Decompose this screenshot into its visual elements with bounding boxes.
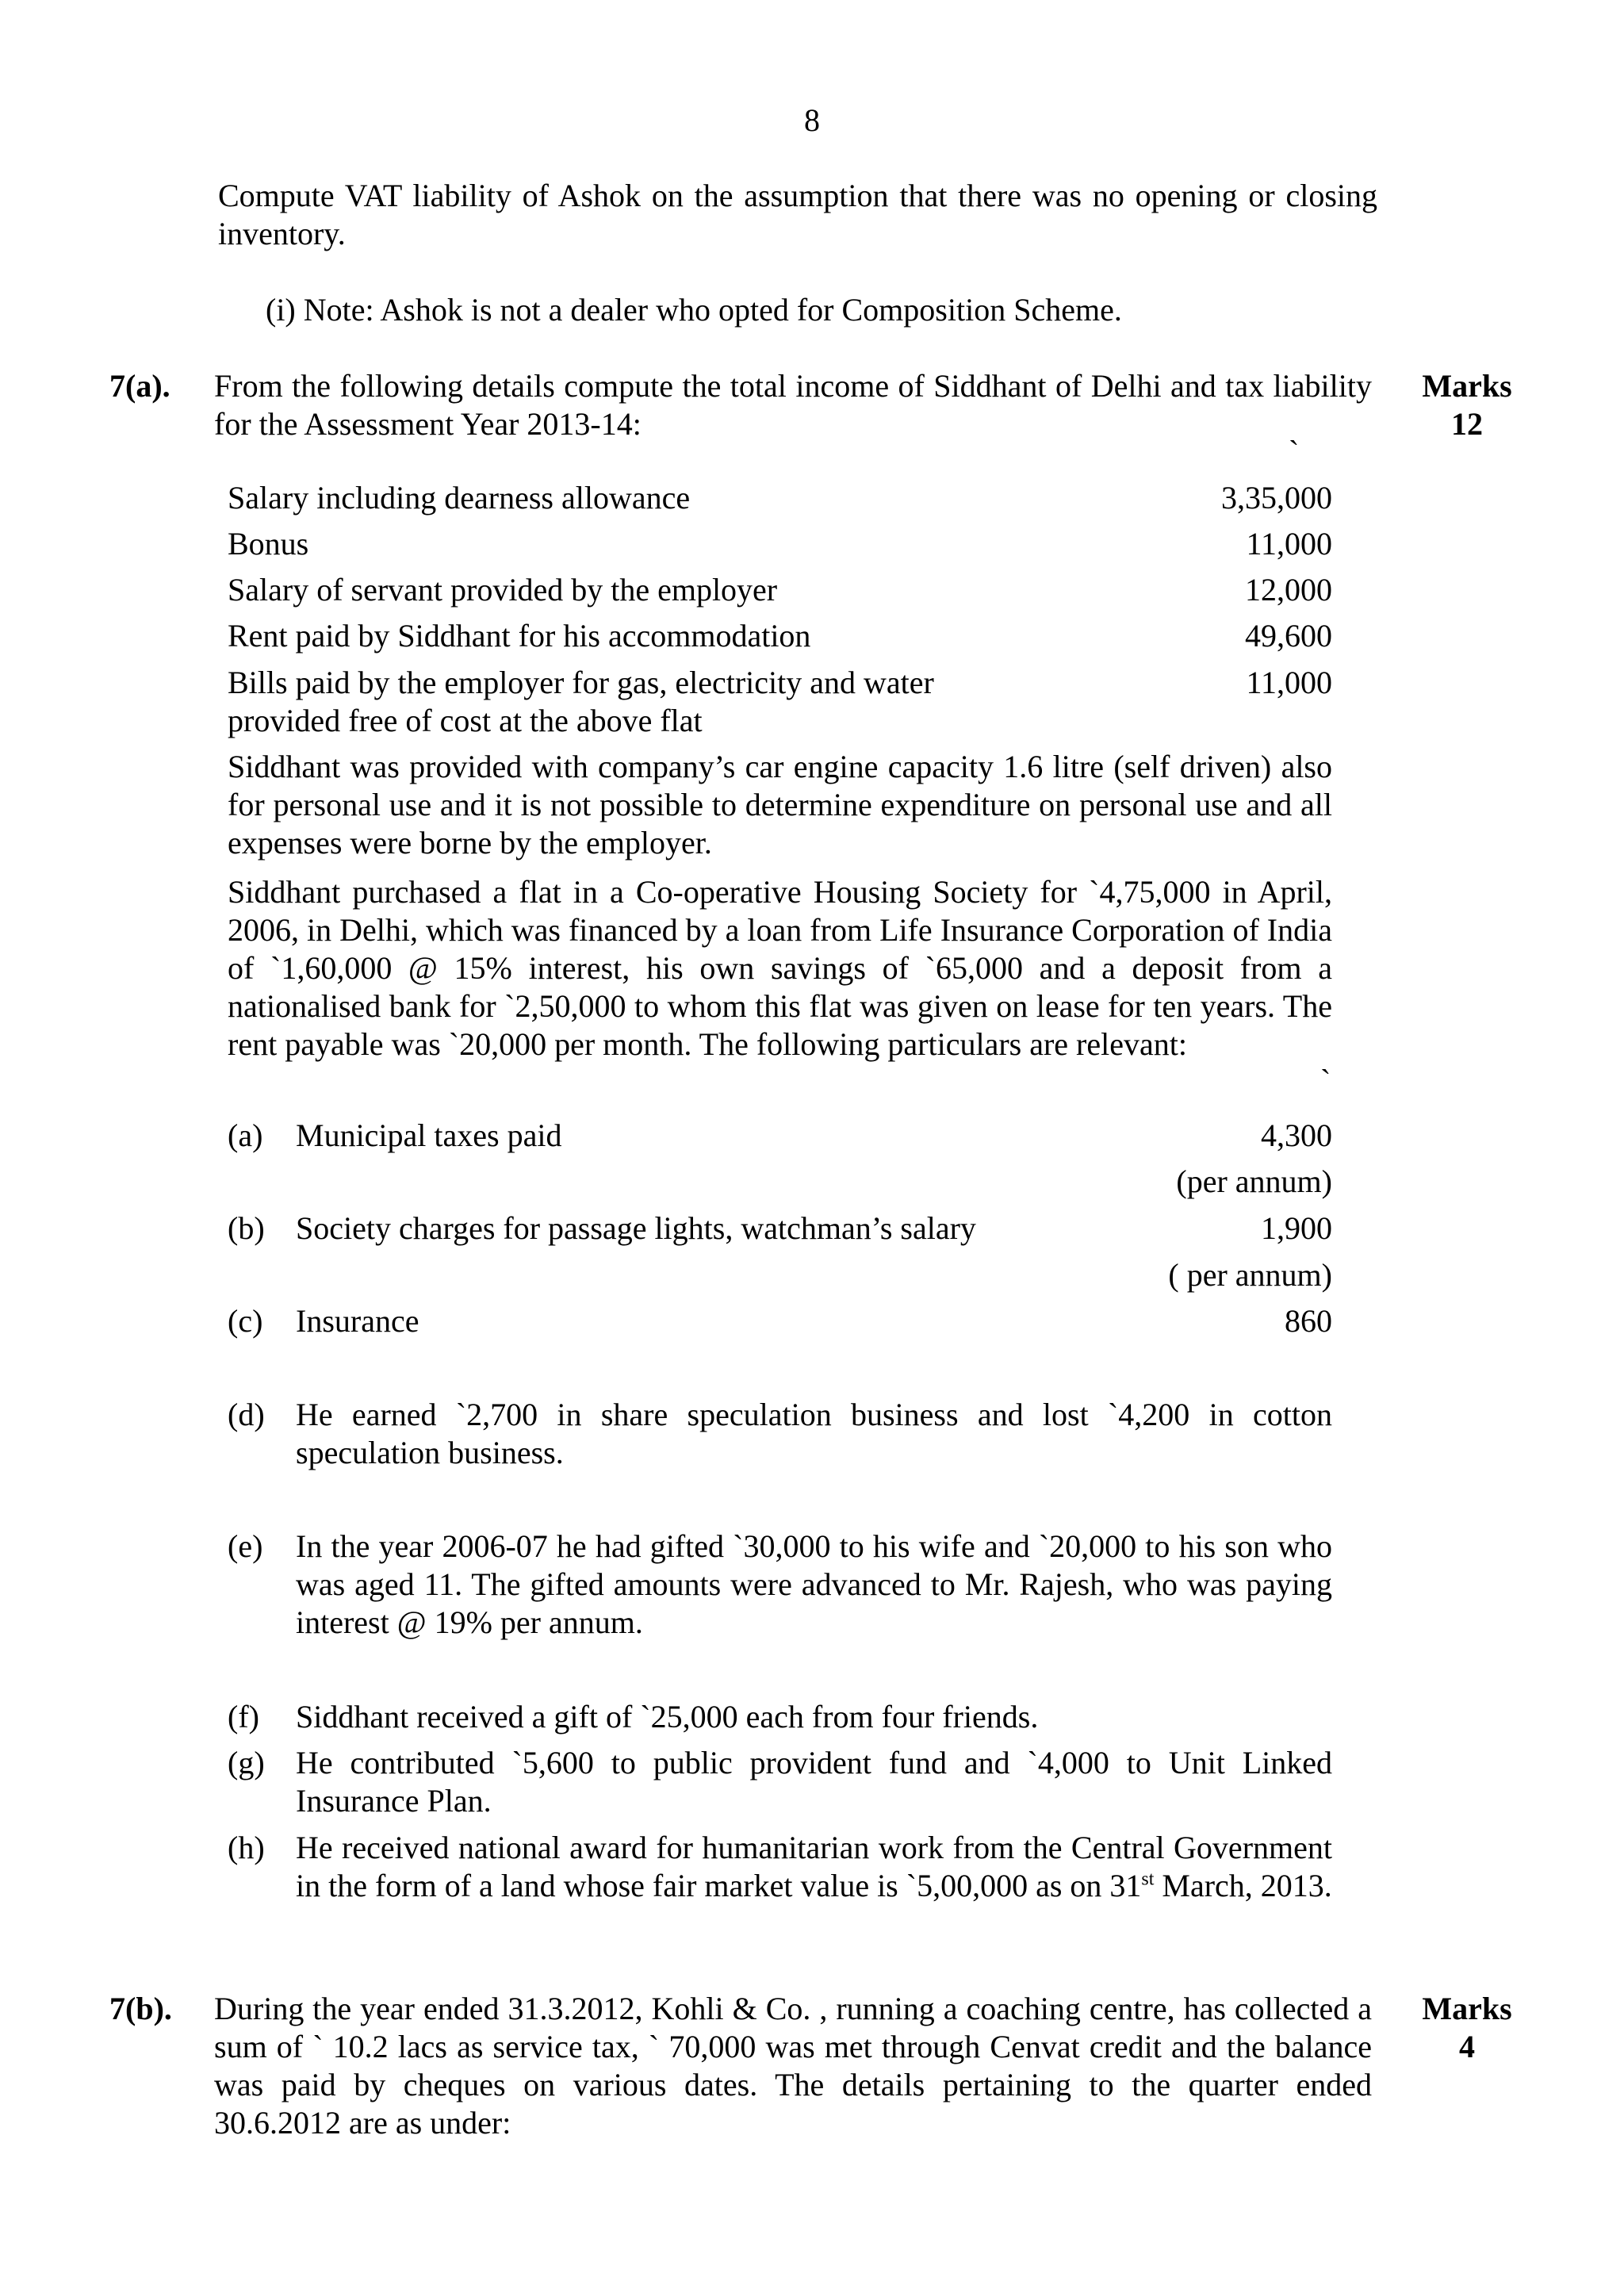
rent-row-label: Rent paid by Siddhant for his accommodation — [228, 618, 811, 654]
car-paragraph: Siddhant was provided with company’s car engine capacity 1.6 litre (self driven) also for personal use and it is not possible to determine expenditure on personal use and all expenses were borne by the employer. — [228, 749, 1332, 861]
item-letter: (f) — [228, 1699, 259, 1734]
item-value: 1,900 — [1261, 1210, 1332, 1246]
item-letter: (h) — [228, 1830, 265, 1865]
question-7a-label: 7(a). — [109, 368, 170, 404]
item-text: Society charges for passage lights, watchman’s salary — [296, 1210, 976, 1246]
item-letter: (c) — [228, 1303, 263, 1339]
bills-row-label: Bills paid by the employer for gas, electricity and water provided free of cost at the above flat — [228, 665, 934, 738]
item-text: Siddhant received a gift of `25,000 each from four friends. — [296, 1699, 1039, 1734]
question-7b-text: During the year ended 31.3.2012, Kohli & Co. , running a coaching centre, has collected a sum of ` 10.2 lacs as service tax, ` 70,000 was met through Cenvat credit and the balance was paid by cheques on various dates. The details pertaining to the quarter ended 30.6.2012 are as under: — [214, 1991, 1372, 2141]
flat-paragraph: Siddhant purchased a flat in a Co-operative Housing Society for `4,75,000 in April, 2006, in Delhi, which was financed by a loan from Life Insurance Corporation of India of `1,60,000 @ 15% interest, his own savings of `65,000 and a deposit from a nationalised bank for `2,50,000 to whom this flat was given on lease for ten years. The rent payable was `20,000 per month. The following particulars are relevant: — [228, 874, 1332, 1062]
marks-label: Marks — [1422, 368, 1512, 404]
item-text: He earned `2,700 in share speculation business and lost `4,200 in cotton speculation business. — [296, 1397, 1332, 1470]
item-letter: (b) — [228, 1210, 265, 1246]
item-text: In the year 2006-07 he had gifted `30,000 to his wife and `20,000 to his son who was aged 11. The gifted amounts were advanced to Mr. Rajesh, who was paying interest @ 19% per annum. — [296, 1528, 1332, 1640]
marks-value: 4 — [1459, 2029, 1475, 2064]
item-value: 860 — [1285, 1303, 1332, 1339]
item-letter: (e) — [228, 1528, 263, 1564]
servant-row-label: Salary of servant provided by the employer — [228, 572, 778, 608]
intro-paragraph: Compute VAT liability of Ashok on the assumption that there was no opening or closing inventory. — [218, 178, 1377, 251]
currency-symbol: ` — [1289, 434, 1300, 470]
currency-symbol: ` — [1320, 1063, 1331, 1098]
item-note: ( per annum) — [1168, 1257, 1332, 1293]
bills-row-value: 11,000 — [1246, 665, 1332, 700]
item-text: Insurance — [296, 1303, 419, 1339]
salary-row-value: 3,35,000 — [1221, 480, 1332, 516]
question-7a-text: From the following details compute the total income of Siddhant of Delhi and tax liability for the Assessment Year 2013-14: — [214, 368, 1372, 442]
item-text: He received national award for humanitarian work from the Central Government in the form of a land whose fair market value is `5,00,000 as on 31st March, 2013. — [296, 1830, 1332, 1903]
item-letter: (d) — [228, 1397, 265, 1432]
item-text: He contributed `5,600 to public provident fund and `4,000 to Unit Linked Insurance Plan. — [296, 1745, 1332, 1819]
question-7b-label: 7(b). — [109, 1991, 172, 2026]
bonus-row-value: 11,000 — [1246, 526, 1332, 562]
item-text: Municipal taxes paid — [296, 1117, 562, 1153]
marks-label: Marks — [1422, 1991, 1512, 2026]
item-note: (per annum) — [1176, 1163, 1332, 1199]
rent-row-value: 49,600 — [1245, 618, 1332, 654]
intro-note: (i) Note: Ashok is not a dealer who opted for Composition Scheme. — [266, 292, 1122, 328]
page-number: 8 — [804, 102, 820, 138]
servant-row-value: 12,000 — [1245, 572, 1332, 608]
item-letter: (a) — [228, 1117, 263, 1153]
marks-value: 12 — [1451, 406, 1483, 442]
item-letter: (g) — [228, 1745, 265, 1780]
bonus-row-label: Bonus — [228, 526, 309, 562]
salary-row-label: Salary including dearness allowance — [228, 480, 691, 516]
item-value: 4,300 — [1261, 1117, 1332, 1153]
